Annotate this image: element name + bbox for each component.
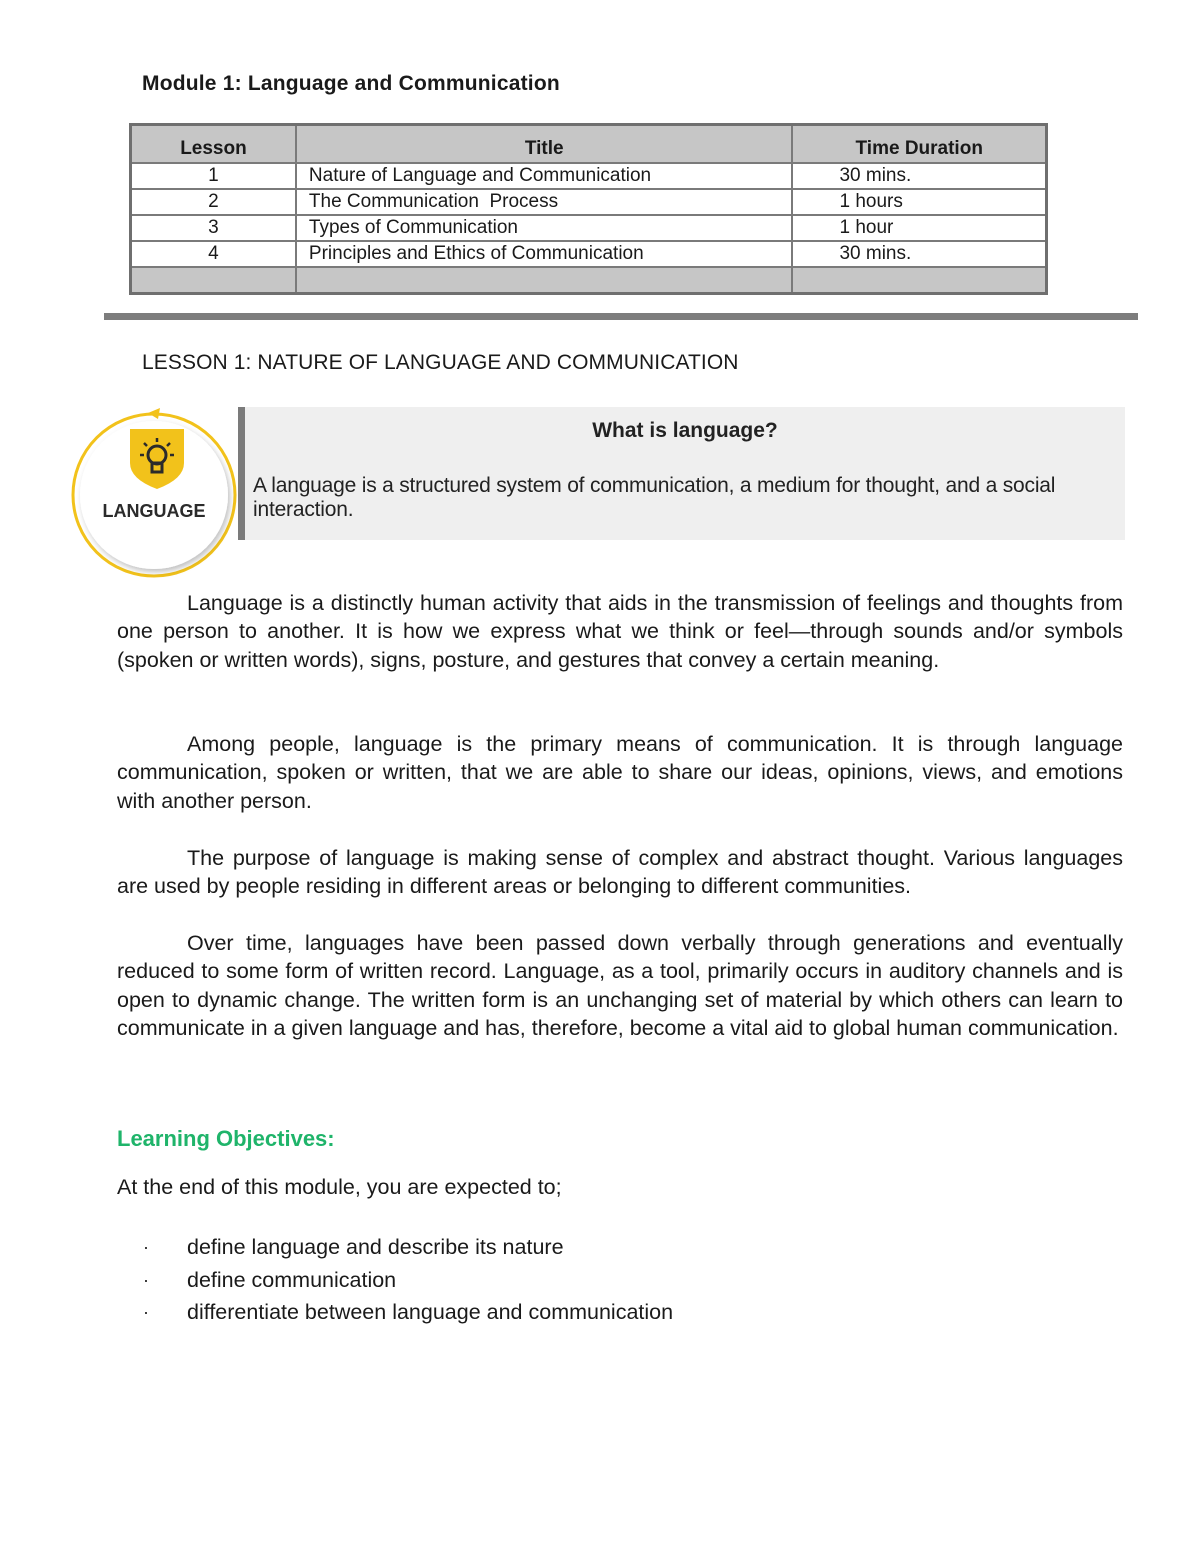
lesson-table [129, 123, 1048, 295]
lesson-number: 1 [131, 163, 296, 189]
objectives-heading: Learning Objectives: [117, 1126, 335, 1151]
section-divider [104, 313, 1138, 320]
header-duration: Time Duration [792, 125, 1046, 164]
header-title: Title [296, 125, 793, 164]
objective-text: define communication [187, 1267, 397, 1292]
table-header-row [131, 125, 1047, 164]
definition-callout [238, 407, 1125, 540]
lesson-number: 4 [131, 241, 296, 267]
module-title: Module 1: Language and Communication [142, 72, 560, 95]
callout-text: A language is a structured system of communication, a medium for thought, and a social interaction. [253, 474, 1056, 521]
lesson-title: Types of Communication [296, 215, 793, 241]
table-row [131, 215, 1047, 241]
body-paragraph: Language is a distinctly human activity that aids in the transmission of feelings and thoughts from one person to another. It is how we express what we think or feel—through sounds and/or symbols (spoken or written words), signs, posture, and gestures that convey a certain meaning. [117, 591, 1123, 672]
bullet-icon: · [143, 1302, 149, 1322]
lesson-title: Principles and Ethics of Communication [296, 241, 793, 267]
body-paragraph: Over time, languages have been passed down verbally through generations and eventually reduced to some form of written record. Language, as a tool, primarily occurs in auditory channels and is open to dynamic change. The written form is an unchanging set of material by which others can learn to communicate in a given language and has, therefore, become a vital aid to global human communication. [117, 931, 1123, 1040]
lesson-duration: 1 hour [792, 215, 1046, 241]
callout-title: What is language? [592, 419, 778, 442]
list-item [140, 1233, 673, 1266]
bullet-icon: · [143, 1269, 149, 1290]
table-row [131, 163, 1047, 189]
objective-text: define language and describe its nature [187, 1235, 564, 1259]
table-row [131, 189, 1047, 215]
objectives-intro: At the end of this module, you are expected to; [117, 1175, 562, 1199]
table-empty-row [131, 267, 1047, 294]
lesson-title: Nature of Language and Communication [296, 163, 793, 189]
lesson-number: 2 [131, 189, 296, 215]
objectives-list [140, 1233, 673, 1331]
body-paragraph: Among people, language is the primary means of communication. It is through language communication, spoken or written, that we are able to share our ideas, opinions, views, and emotions with another person. [117, 732, 1123, 813]
lesson-duration: 30 mins. [792, 241, 1046, 267]
badge-label: LANGUAGE [102, 501, 206, 521]
body-paragraph: The purpose of language is making sense of complex and abstract thought. Various languages are used by people residing in different areas or belonging to different communities. [117, 846, 1123, 899]
lesson-title: The Communication Process [296, 189, 793, 215]
objective-text: differentiate between language and communication [187, 1300, 674, 1324]
table-row [131, 241, 1047, 267]
lesson-heading: LESSON 1: NATURE OF LANGUAGE AND COMMUNICATION [142, 351, 739, 374]
lesson-duration: 1 hours [792, 189, 1046, 215]
list-item [140, 1298, 673, 1331]
lesson-duration: 30 mins. [792, 163, 1046, 189]
lesson-number: 3 [131, 215, 296, 241]
language-badge [70, 405, 242, 581]
list-item [140, 1266, 673, 1299]
arrow-icon [148, 408, 160, 419]
header-lesson: Lesson [131, 125, 296, 164]
bullet-icon: · [143, 1237, 149, 1257]
